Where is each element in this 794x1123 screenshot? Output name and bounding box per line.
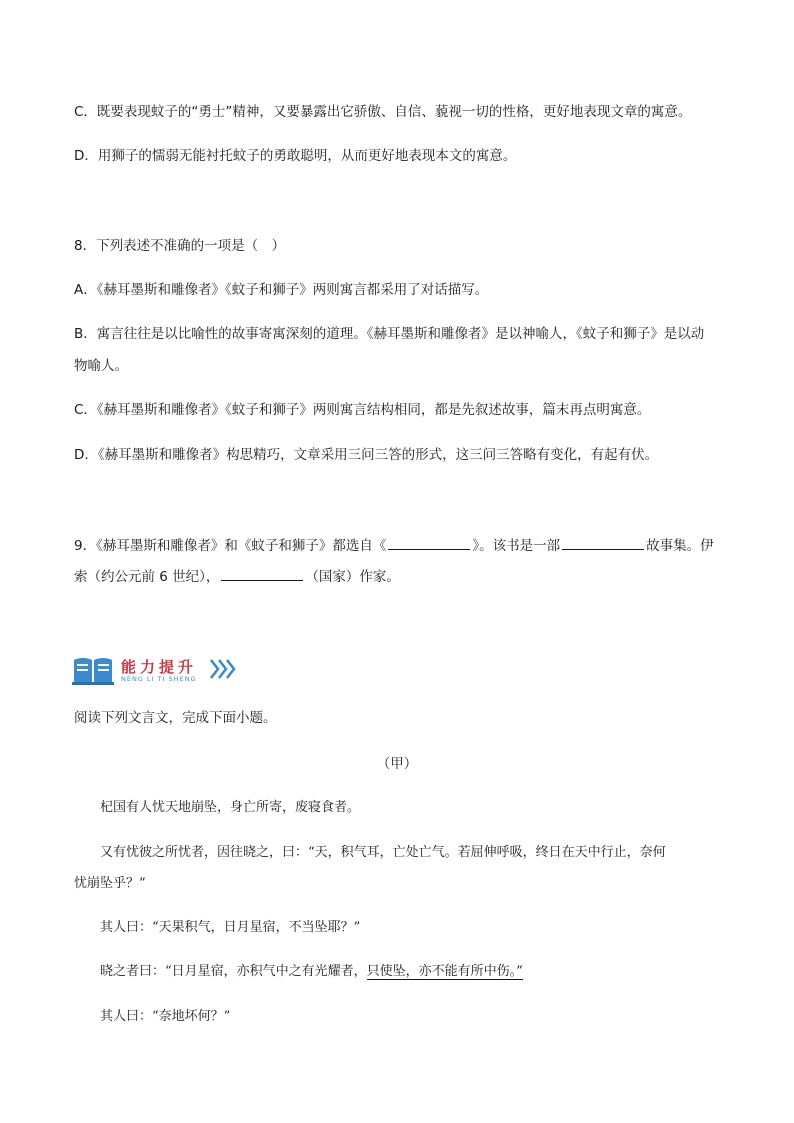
passage-paragraph-1: 杞国有人忧天地崩坠，身亡所寄，废寝食者。 [100, 800, 361, 815]
section-banner [72, 652, 252, 686]
reading-instruction: 阅读下列文言文，完成下面小题。 [74, 710, 277, 726]
open-book-icon [72, 654, 114, 690]
q9-text-2: 》。该书是一部 [472, 538, 561, 554]
q9-blank-genre[interactable] [562, 535, 644, 550]
section-subtitle: NENG LI TI SHENG [121, 675, 197, 683]
q8-stem: 8．下列表述不准确的一项是（ ） [74, 238, 286, 254]
passage-paragraph-3: 其人曰：“天果积气，日月星宿，不当坠耶？” [100, 920, 361, 935]
passage-paragraph-5: 其人曰：“奈地坏何？” [100, 1009, 231, 1024]
q8-option-b-line1: B．寓言往往是以比喻性的故事寄寓深刻的道理。《赫耳墨斯和雕像者》是以神喻人，《蚊子和狮子》是以动 [74, 326, 705, 342]
passage-paragraph-2-line1: 又有忧彼之所忧者，因往晓之，曰：“天，积气耳，亡处亡气。若屈伸呼吸，终日在天中行止，奈何 [100, 845, 666, 860]
q8-option-b-line2: 物喻人。 [74, 358, 128, 374]
passage-paragraph-4-text: 晓之者曰：“日月星宿，亦积气中之有光耀者， [100, 964, 367, 979]
passage-paragraph-2-line2: 忧崩坠乎？” [74, 876, 146, 891]
section-title: 能力提升 [121, 658, 198, 676]
q9-text-3: 故事集。伊 [646, 538, 714, 554]
triple-chevron-right-icon [210, 657, 236, 685]
q9-blank-book[interactable] [388, 535, 470, 550]
underlined-sentence: 只使坠，亦不能有所中伤。” [366, 964, 523, 979]
q8-option-a: A．《赫耳墨斯和雕像者》《蚊子和狮子》两则寓言都采用了对话描写。 [74, 282, 489, 298]
q9-text-1: 9．《赫耳墨斯和雕像者》和《蚊子和狮子》都选自《 [74, 538, 387, 554]
passage-heading: （甲） [376, 756, 418, 772]
q9-line2 [74, 566, 400, 587]
q9-blank-country[interactable] [221, 566, 303, 581]
q9-text-5: （国家）作家。 [305, 569, 400, 585]
q9-line1 [74, 535, 714, 556]
q7-option-d: D．用狮子的懦弱无能衬托蚊子的勇敢聪明，从而更好地表现本文的寓意。 [74, 148, 517, 164]
q7-option-c: C．既要表现蚊子的“勇士”精神，又要暴露出它骄傲、自信、藐视一切的性格，更好地表现文章的寓意。 [74, 104, 692, 120]
q9-text-4: 索（约公元前 6 世纪）， [74, 569, 220, 585]
q8-option-d: D．《赫耳墨斯和雕像者》构思精巧，文章采用三问三答的形式，这三问三答略有变化，有起有伏。 [74, 447, 659, 463]
passage-paragraph-4 [100, 962, 523, 982]
q8-option-c: C．《赫耳墨斯和雕像者》《蚊子和狮子》两则寓言结构相同，都是先叙述故事，篇末再点明寓意。 [74, 402, 651, 418]
